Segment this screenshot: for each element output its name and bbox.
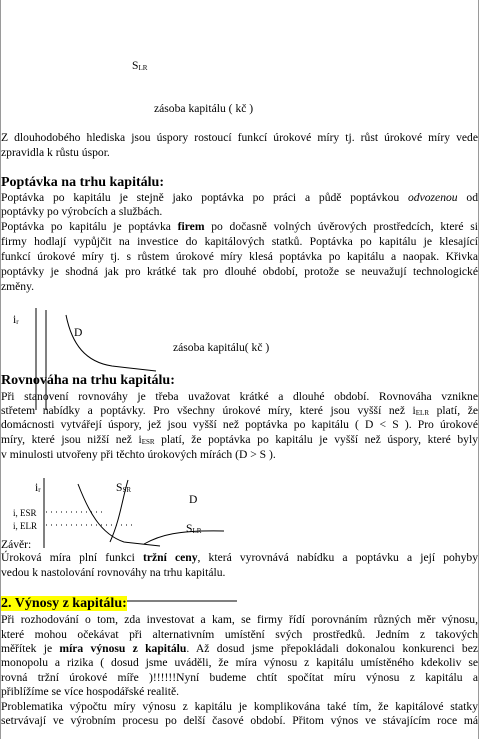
chart3-d-label: D	[189, 493, 198, 506]
p2-line-5: funkcí úrokové míry tj. s růstem úrokové míry klesá poptávka po kapitálu a naopak. Křivka	[1, 250, 478, 263]
p3-line-5: v minulosti utvořeny při těchto úrokových mírách (D > S ).	[1, 448, 276, 461]
conclusion-label: Závěr:	[1, 538, 32, 551]
p5-line-3: měřítek je míra výnosu z kapitálu. Až dosud jsme přepokládali dokonalou konkurenci bez	[1, 642, 479, 655]
chart3-ssr-label: $S_{SR}$	[116, 481, 132, 494]
p5-line-5: rovná tržní úrokové míře )!!!!!!Nyní budeme chtít spočítat míru výnosu z kapitálu a	[1, 671, 478, 684]
p2-line-2: poptávky po výrobcích a službách.	[1, 205, 163, 218]
chart3-i-esr-label: i, ESR	[13, 508, 37, 518]
heading-vynosy: 2. Výnosy z kapitálu:	[1, 596, 127, 611]
chart2-x-axis-label: zásoba kapitálu( kč )	[173, 341, 270, 354]
chart1-x-axis-label: zásoba kapitálu ( kč )	[154, 102, 254, 115]
chart2-curve-label-d: D	[74, 326, 83, 339]
p3-line-1: Při stanovení rovnováhy je třeba uvažovat krátké a dlouhé období. Rovnováha vznikne	[1, 390, 478, 403]
chart1-slr-label: $S_{LR}$	[132, 59, 148, 72]
paragraph-1-line-2: zpravidla k růstu úspor.	[1, 146, 110, 159]
heading-rovnovaha: Rovnováha na trhu kapitálu:	[1, 373, 175, 388]
paragraph-1-line-1: Z dlouhodobého hlediska jsou úspory rostoucí funkcí úrokové míry tj. růst úrokové míry vede	[1, 131, 478, 144]
heading-poptavka: Poptávka na trhu kapitálu:	[1, 175, 164, 190]
p5-line-6: přiblížíme se více hospodářské realitě.	[1, 685, 180, 698]
p4-line-2: vedou k nastolování rovnováhy na trhu kapitálu.	[1, 566, 226, 579]
p5-line-4: monopolu a rizika ( dosud jsme uváděli, že míra výnosu z kapitálu umístěného kdekoliv se	[1, 656, 478, 669]
p2-line-7: změny.	[1, 280, 35, 293]
p2-line-1: Poptávka po kapitálu je stejně jako poptávka po práci a půdě poptávkou odvozenou od	[1, 191, 478, 204]
p6-line-1: Problematika výpočtu míry výnosu z kapitálu je komplikována také tím, že kapitálové statky	[1, 700, 478, 713]
p3-line-3: domácnosti vytvářejí úspory, jež jsou vyšší než poptávka po kapitálu ( D < S ). Pro úrokové	[1, 418, 478, 431]
p5-line-1: Při rozhodování o tom, zda investovat a kam, se firmy řídí porovnáním různých měr výnosu,	[1, 613, 478, 626]
p2-line-3: Poptávka po kapitálu je poptávka firem po dočasně volných úvěrových prostředcích, které si	[1, 220, 478, 233]
chart3-i-elr-label: i, ELR	[13, 521, 37, 531]
chart3-y-axis-label: $i_r$	[35, 481, 41, 494]
p6-line-2: setrvávají ve výrobním procesu po delší časové období. Přitom výnos ve stávajícím roce má	[1, 714, 478, 727]
p3-line-2: střetem nabídky a poptávky. Pro všechny úrokové míry, které jsou vyšší než $i_{ELR}$ platí, že	[1, 404, 478, 417]
chart3-slr-label: $S_{LR}$	[186, 522, 202, 535]
chart2-y-axis-label: $i_r$	[13, 313, 19, 326]
p3-line-4: míry, které jsou nižší než $i_{ESR}$ platí, že poptávka po kapitálu je vyšší než úspory, které byly	[1, 433, 478, 446]
p5-line-2: které mohou očekávat při alternativním umístění svých prostředků. Jedním z takových	[1, 628, 478, 641]
p4-line-1: Úroková míra plní funkci tržní ceny, která vyrovnává nabídku a poptávku a její pohyby	[1, 551, 478, 564]
p2-line-6: poptávky je shodná jak pro krátké tak pro dlouhé období, protože se neuvažují technologické	[1, 265, 478, 278]
p2-line-4: firmy hodlají vypůjčit na investice do kapitálových statků. Poptávka po kapitálu je klesající	[1, 235, 478, 248]
